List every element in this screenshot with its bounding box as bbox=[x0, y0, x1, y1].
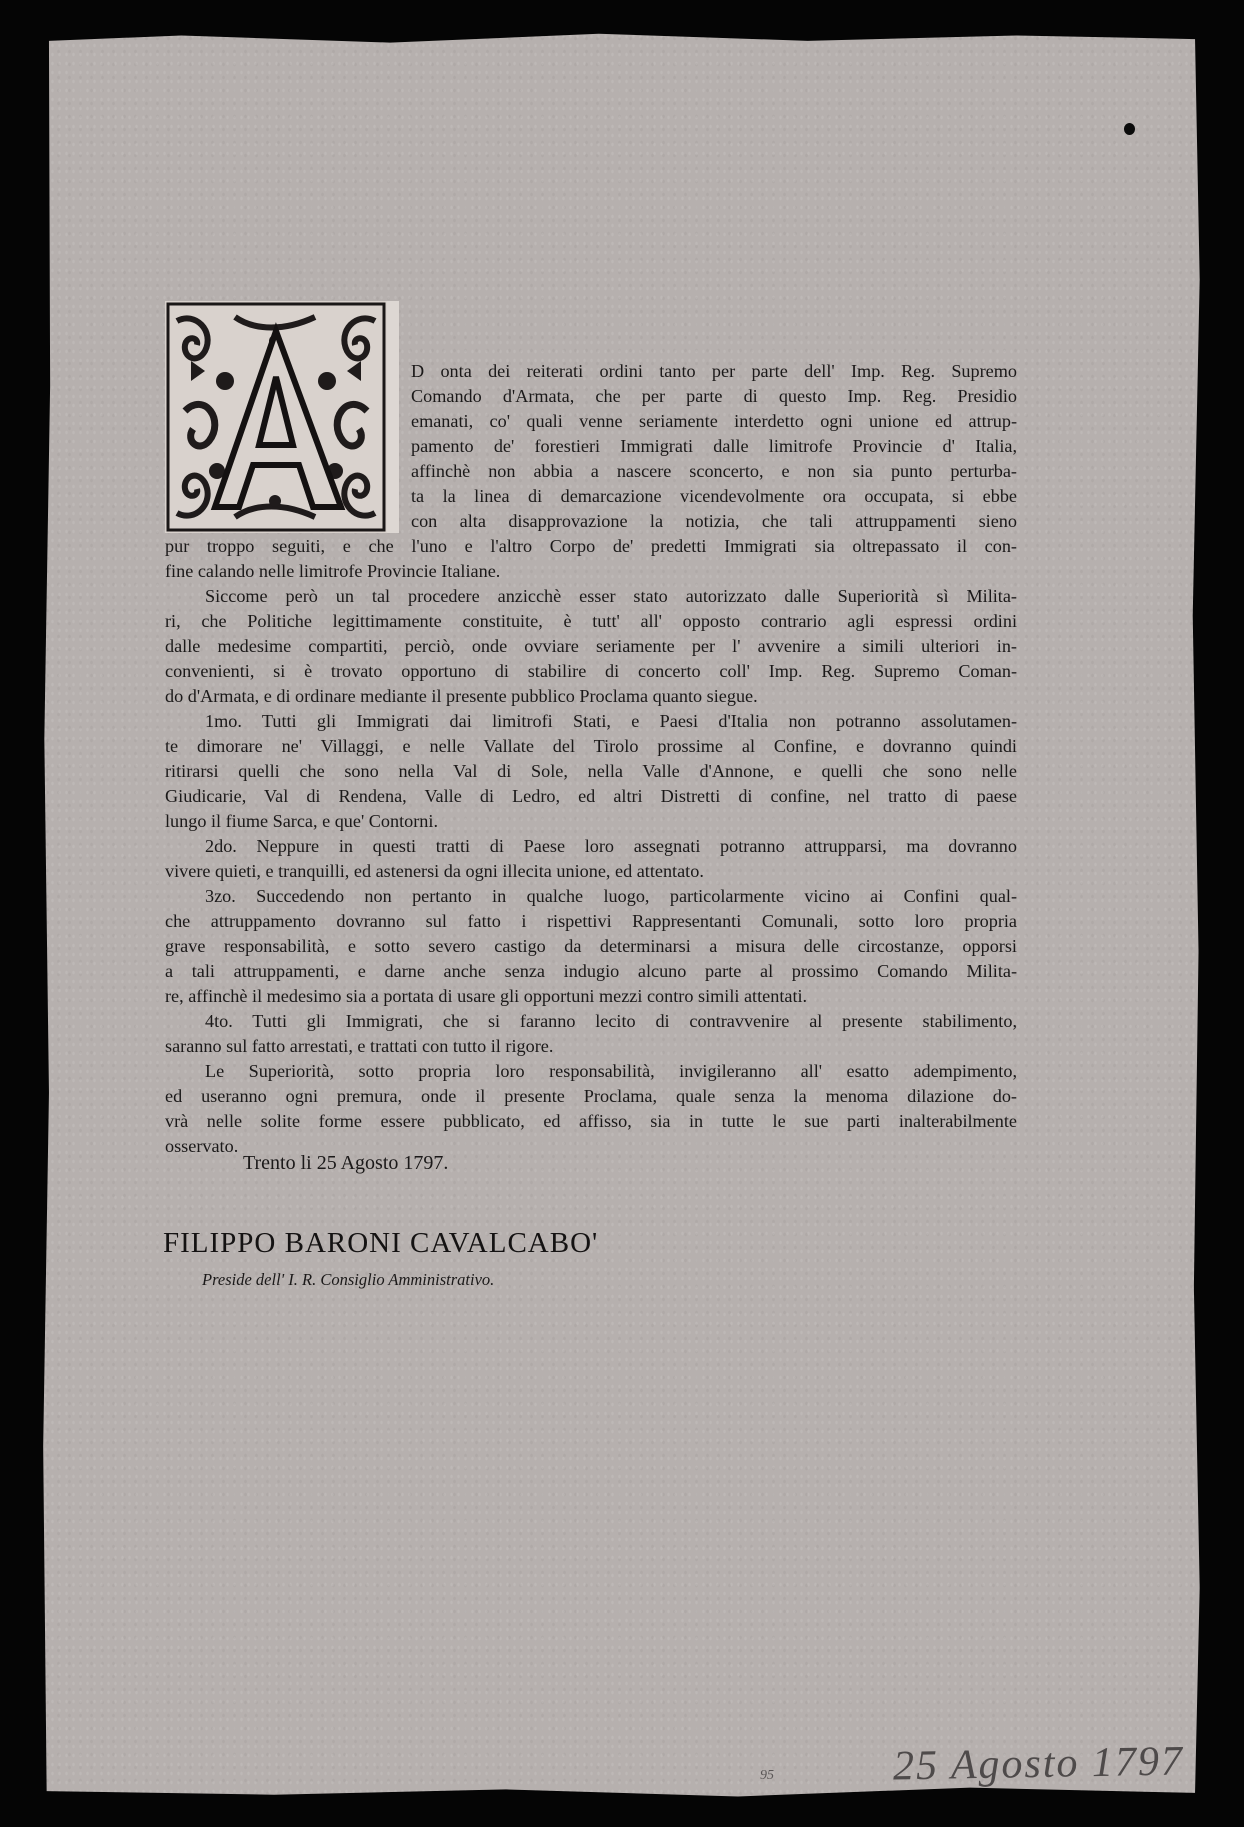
text-line: convenienti, si è trovato opportuno di stabilire di concerto coll' Imp. Reg. Supremo Coman- bbox=[165, 661, 1017, 681]
handwritten-number: 95 bbox=[760, 1768, 774, 1783]
text-line: D onta dei reiterati ordini tanto per parte dell' Imp. Reg. Supremo bbox=[411, 361, 1017, 381]
text-line: Giudicarie, Val di Rendena, Valle di Ledro, ed altri Distretti di confine, nel tratto di paese bbox=[165, 786, 1017, 806]
text-line: grave responsabilità, e sotto severo castigo da determinarsi a misura delle circostanze, opporsi bbox=[165, 936, 1017, 956]
text-line: 4to. Tutti gli Immigrati, che si faranno lecito di contravvenire al presente stabilimento, bbox=[205, 1011, 1017, 1031]
text-line: te dimorare ne' Villaggi, e nelle Vallate del Tirolo prossime al Confine, e dovranno quindi bbox=[165, 736, 1017, 756]
ornamental-dropcap bbox=[165, 301, 399, 533]
text-line: do d'Armata, e di ordinare mediante il presente pubblico Proclama quanto siegue. bbox=[165, 686, 758, 706]
text-line: ed useranno ogni premura, onde il presente Proclama, quale senza la menoma dilazione do- bbox=[165, 1086, 1017, 1106]
text-line: ri, che Politiche legittimamente constituite, è tutt' all' opposto contrario agli espressi ordini bbox=[165, 611, 1017, 631]
binding-hole bbox=[1124, 123, 1135, 135]
body-lines bbox=[165, 534, 1017, 1159]
text-line: 2do. Neppure in questi tratti di Paese loro assegnati potranno attrupparsi, ma dovranno bbox=[205, 836, 1017, 856]
text-line: osservato. bbox=[165, 1136, 239, 1156]
text-line: Comando d'Armata, che per parte di questo Imp. Reg. Presidio bbox=[411, 386, 1017, 406]
text-line: ritirarsi quelli che sono nella Val di Sole, nella Valle d'Annone, e quelli che sono nelle bbox=[165, 761, 1017, 781]
text-line: vivere quieti, e tranquilli, ed astenersi da ogni illecita unione, ed attentato. bbox=[165, 861, 704, 881]
text-line: ta la linea di demarcazione vicendevolmente ora occupata, si ebbe bbox=[411, 486, 1017, 506]
text-line: 1mo. Tutti gli Immigrati dai limitrofi Stati, e Paesi d'Italia non potranno assolutamen- bbox=[205, 711, 1017, 731]
text-line: che attruppamento dovranno sul fatto i rispettivi Rappresentanti Comunali, sotto loro propria bbox=[165, 911, 1017, 931]
text-line: emanati, co' quali venne seriamente interdetto ogni unione ed attrup- bbox=[411, 411, 1017, 431]
text-line: dalle medesime compartiti, perciò, onde ovviare seriamente per l' avvenire a simili ulteriori in- bbox=[165, 636, 1017, 656]
text-line: re, affinchè il medesimo sia a portata di usare gli opportuni mezzi contro simili attentati. bbox=[165, 986, 808, 1006]
text-line: con alta disapprovazione la notizia, che tali attruppamenti sieno bbox=[411, 511, 1017, 531]
text-line: 3zo. Succedendo non pertanto in qualche luogo, particolarmente vicino ai Confini qual- bbox=[205, 886, 1017, 906]
intro-lines bbox=[411, 359, 1017, 534]
text-line: Siccome però un tal procedere anzicchè esser stato autorizzato dalle Superiorità sì Milita- bbox=[205, 586, 1017, 606]
text-line: pamento de' forestieri Immigrati dalle limitrofe Provincie d' Italia, bbox=[411, 436, 1017, 456]
signer-title: Preside dell' I. R. Consiglio Amministrativo. bbox=[202, 1270, 495, 1289]
signer-name: FILIPPO BARONI CAVALCABO' bbox=[163, 1227, 599, 1259]
text-line: a tali attruppamenti, e darne anche senza indugio alcuno parte al prossimo Comando Milita- bbox=[165, 961, 1017, 981]
text-line: Le Superiorità, sotto propria loro responsabilità, invigileranno all' esatto adempimento, bbox=[205, 1061, 1017, 1081]
text-line: pur troppo seguiti, e che l'uno e l'altro Corpo de' predetti Immigrati sia oltrepassato il con- bbox=[165, 536, 1017, 556]
text-line: vrà nelle solite forme essere pubblicato, ed affisso, sia in tutte le sue parti inalterabilmente bbox=[165, 1111, 1017, 1131]
text-line: fine calando nelle limitrofe Provincie Italiane. bbox=[165, 561, 501, 581]
text-line: saranno sul fatto arrestati, e trattati con tutto il rigore. bbox=[165, 1036, 554, 1056]
handwritten-date: 25 Agosto 1797 bbox=[892, 1738, 1185, 1790]
closing-date: Trento li 25 Agosto 1797. bbox=[243, 1152, 449, 1174]
intro-block bbox=[165, 359, 1017, 534]
proclamation-text bbox=[165, 359, 1017, 1159]
text-line: lungo il fiume Sarca, e que' Contorni. bbox=[165, 811, 438, 831]
text-line: affinchè non abbia a nascere sconcerto, e non sia punto perturba- bbox=[411, 461, 1017, 481]
